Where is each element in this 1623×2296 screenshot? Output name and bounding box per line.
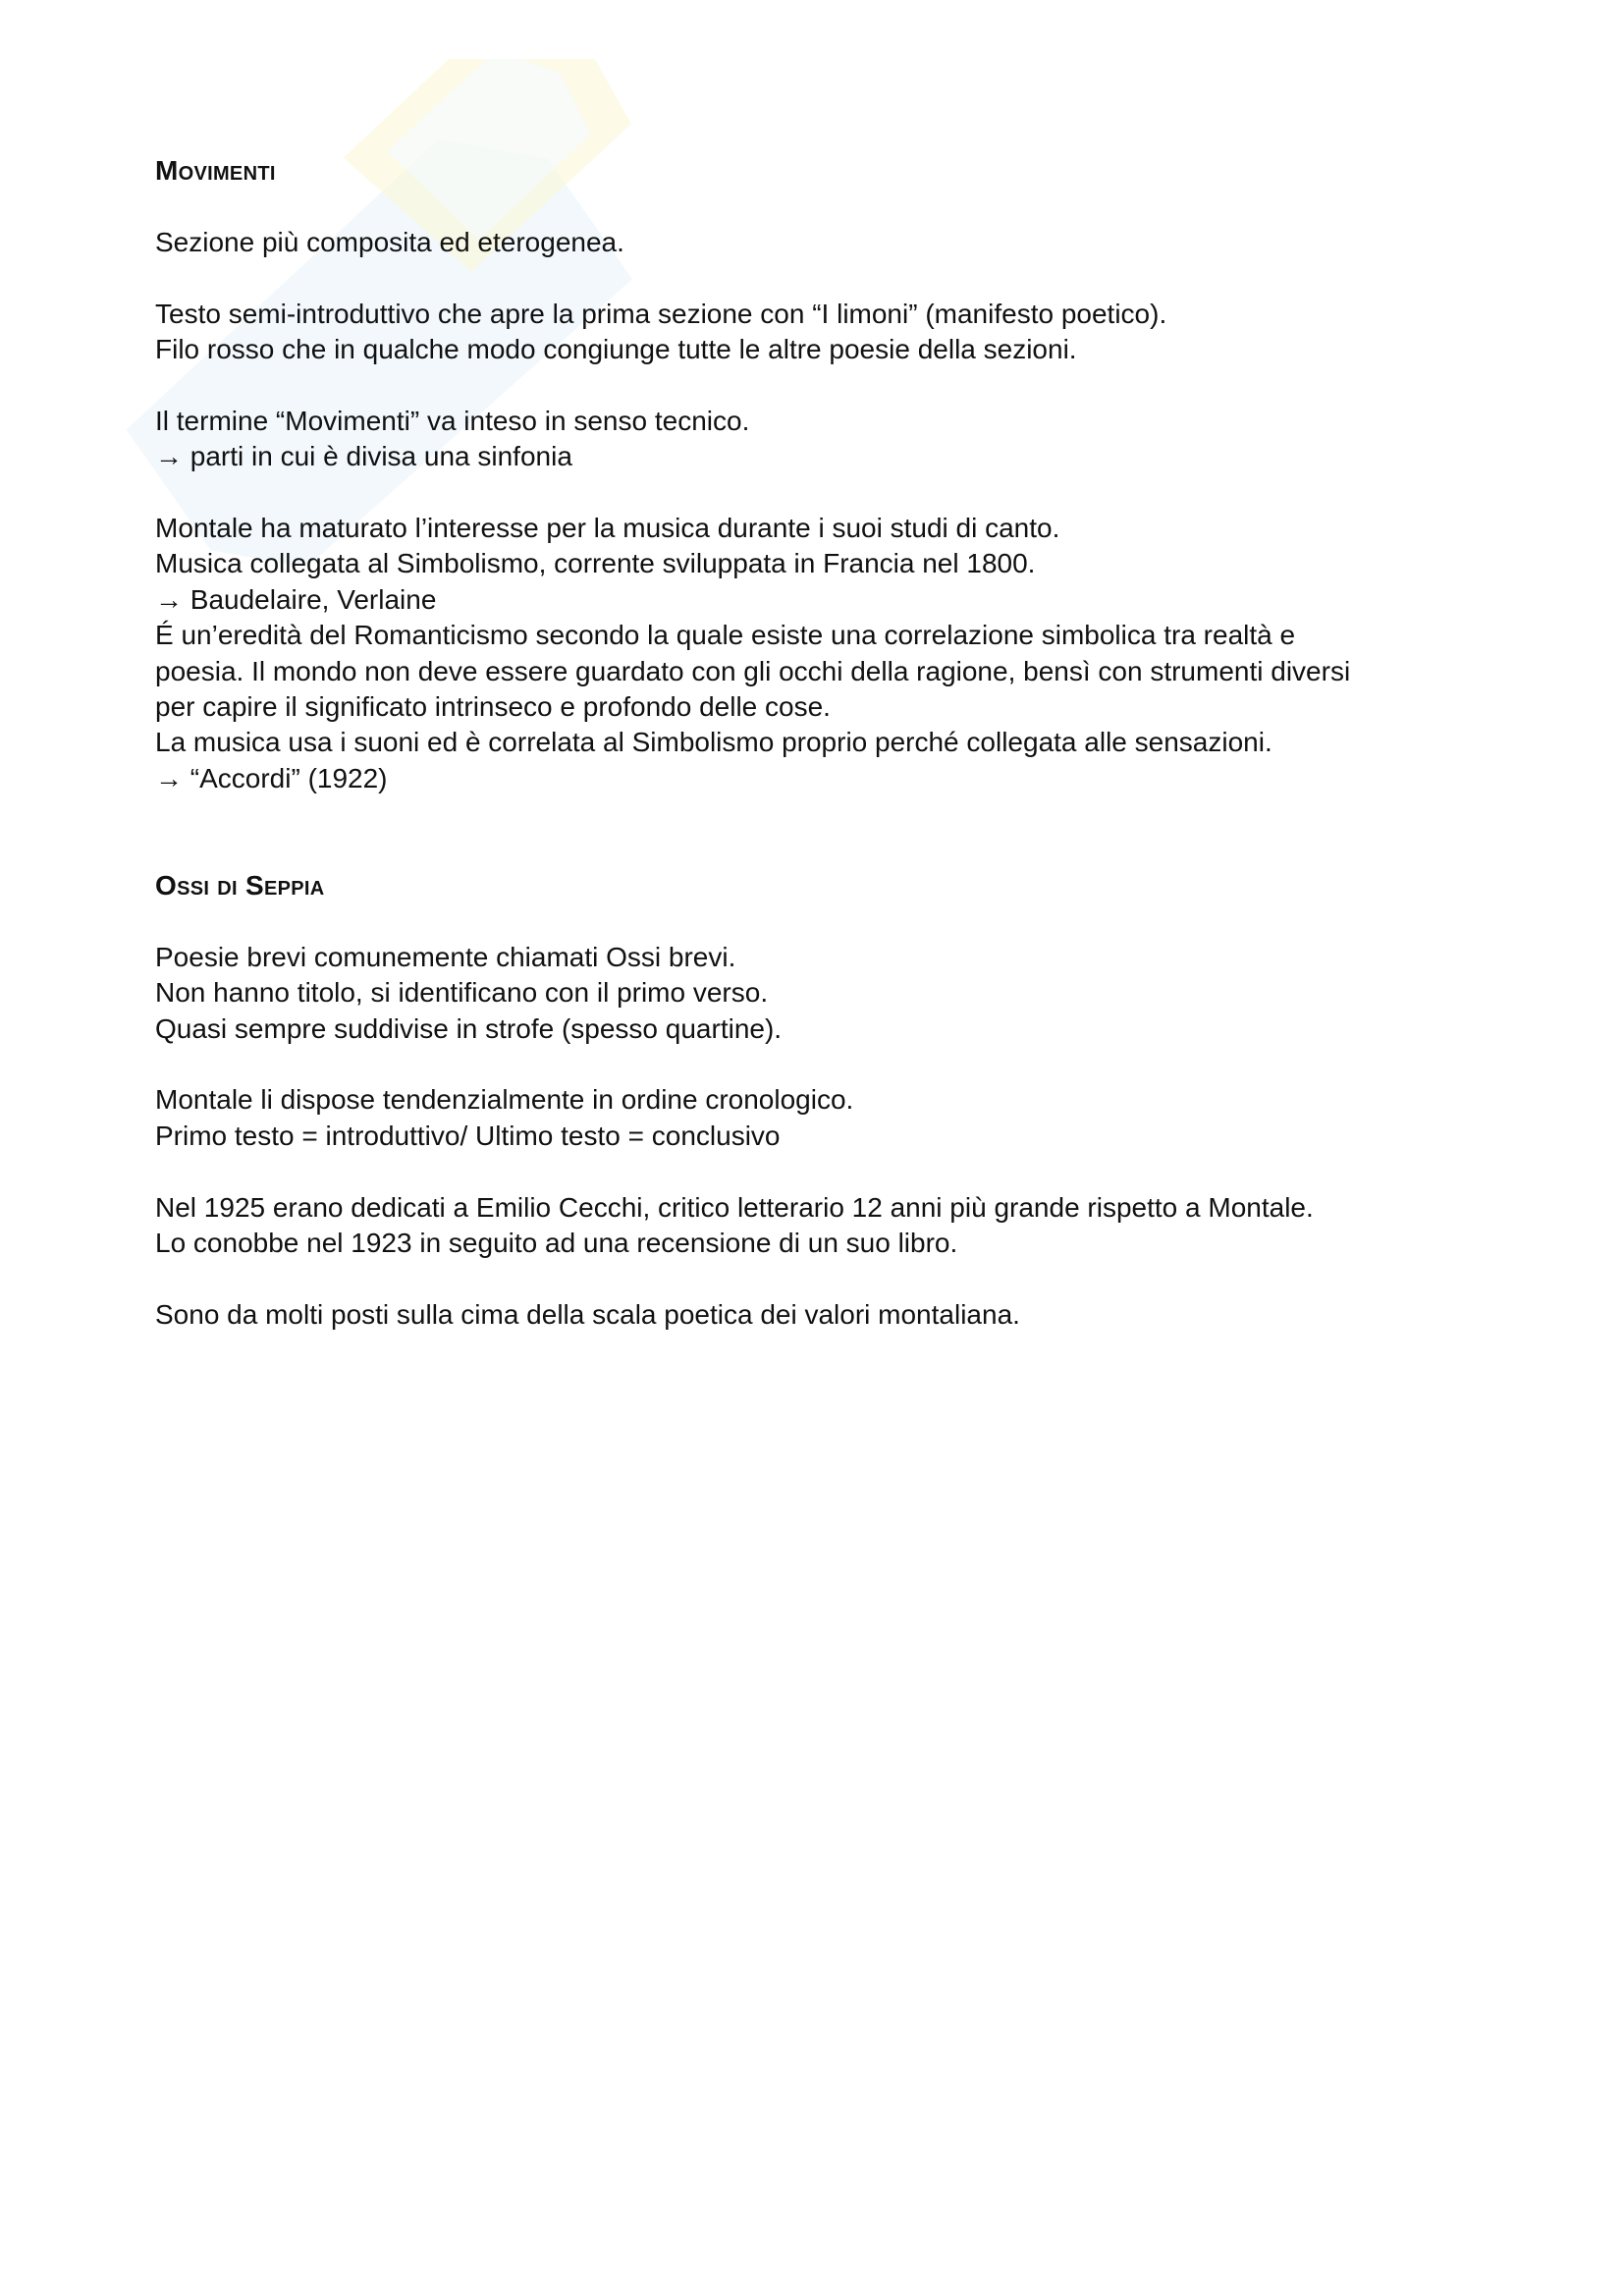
text-line: Primo testo = introduttivo/ Ultimo testo = conclusivo bbox=[155, 1120, 781, 1151]
paragraph bbox=[155, 297, 1510, 368]
document-body bbox=[155, 153, 1510, 1333]
text-line: Nel 1925 erano dedicati a Emilio Cecchi, critico letterario 12 anni più grande rispetto a Montale. bbox=[155, 1191, 1314, 1223]
paragraph bbox=[155, 511, 1510, 796]
text-line: poesia. Il mondo non deve essere guardato con gli occhi della ragione, bensì con strumenti diversi bbox=[155, 655, 1351, 686]
paragraph bbox=[155, 225, 1510, 260]
text-line: La musica usa i suoni ed è correlata al Simbolismo proprio perché collegata alle sensazioni. bbox=[155, 727, 1272, 758]
text-line: Montale ha maturato l’interesse per la musica durante i suoi studi di canto. bbox=[155, 513, 1060, 543]
text-line: per capire il significato intrinseco e profondo delle cose. bbox=[155, 691, 831, 723]
text-line: Sono da molti posti sulla cima della scala poetica dei valori montaliana. bbox=[155, 1298, 1020, 1330]
text-line: → parti in cui è divisa una sinfonia bbox=[155, 441, 572, 472]
text-line: Montale li dispose tendenzialmente in ordine cronologico. bbox=[155, 1084, 854, 1116]
text-line: Testo semi-introduttivo che apre la prima sezione con “I limoni” (manifesto poetico). bbox=[155, 298, 1167, 329]
paragraph bbox=[155, 940, 1510, 1047]
paragraph bbox=[155, 1190, 1510, 1262]
text-line: É un’eredità del Romanticismo secondo la quale esiste una correlazione simbolica tra realtà e bbox=[155, 620, 1296, 651]
text-line: Poesie brevi comunemente chiamati Ossi brevi. bbox=[155, 941, 736, 972]
text-line: Il termine “Movimenti” va inteso in senso tecnico. bbox=[155, 405, 750, 436]
section-heading-movimenti: Movimenti bbox=[155, 155, 276, 186]
text-line: Lo conobbe nel 1923 in seguito ad una recensione di un suo libro. bbox=[155, 1228, 958, 1259]
text-line: → “Accordi” (1922) bbox=[155, 762, 388, 793]
text-line: Filo rosso che in qualche modo congiunge tutte le altre poesie della sezioni. bbox=[155, 334, 1077, 364]
paragraph bbox=[155, 1082, 1510, 1154]
text-line: Musica collegata al Simbolismo, corrente sviluppata in Francia nel 1800. bbox=[155, 548, 1036, 579]
paragraph bbox=[155, 1297, 1510, 1333]
paragraph bbox=[155, 404, 1510, 475]
text-line: → Baudelaire, Verlaine bbox=[155, 583, 437, 615]
section-heading-ossi-di-seppia: Ossi di Seppia bbox=[155, 870, 325, 902]
text-line: Non hanno titolo, si identificano con il primo verso. bbox=[155, 977, 769, 1009]
text-line: Sezione più composita ed eterogenea. bbox=[155, 226, 624, 257]
text-line: Quasi sempre suddivise in strofe (spesso quartine). bbox=[155, 1012, 783, 1044]
